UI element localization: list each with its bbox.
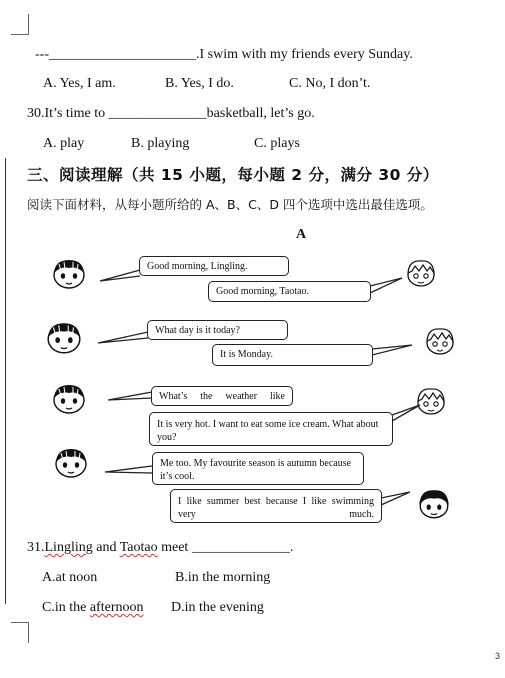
q29-option-b: B. Yes, I do. [165, 76, 234, 91]
q31-option-b: B.in the morning [175, 570, 271, 585]
speech-bubble: Good morning, Taotao. [208, 281, 371, 302]
q31-option-a: A.at noon [42, 570, 98, 585]
q31-conjunction: and [92, 540, 120, 555]
q31-option-c [42, 600, 144, 616]
section-instruction: 阅读下面材料，从每小题所给的 A、B、C、D 四个选项中选出最佳选项。 [27, 197, 433, 212]
speech-bubble: What’s the weather like [151, 386, 293, 406]
speech-bubble: Good morning, Lingling. [139, 256, 289, 276]
q29-option-a: A. Yes, I am. [43, 76, 116, 91]
speech-bubble: Me too. My favourite season is autumn because it’s cool. [152, 452, 364, 485]
q30-option-a: A. play [43, 136, 85, 151]
q30-option-c: C. plays [254, 136, 300, 151]
section-title: 三、阅读理解（共 15 小题，每小题 2 分，满分 30 分） [27, 166, 439, 184]
q29-option-c: C. No, I don’t. [289, 76, 371, 91]
q31-word-lingling: Lingling [44, 540, 93, 555]
speech-bubble: What day is it today? [147, 320, 288, 340]
q31-word-taotao: Taotao [119, 540, 158, 555]
q31-number: 31. [27, 540, 45, 555]
speech-bubble: It is very hot. I want to eat some ice cream. What about you? [149, 412, 393, 446]
speech-bubble: I like summer best because I like swimming very much. [170, 489, 382, 523]
passage-label: A [296, 227, 307, 242]
q31-option-d: D.in the evening [171, 600, 264, 615]
q30-line: 30.It’s time to ______________basketball, let’s go. [27, 106, 315, 121]
q30-option-b: B. playing [131, 136, 190, 151]
q31-stem-rest: meet ______________. [157, 540, 294, 555]
page-number: 3 [495, 651, 501, 661]
q31-option-c-prefix: C.in the [42, 600, 90, 615]
q31-option-c-word: afternoon [89, 600, 144, 615]
q31-stem [27, 540, 293, 556]
q29-line: ---_____________________.I swim with my friends every Sunday. [35, 47, 413, 62]
speech-bubble: It is Monday. [212, 344, 373, 366]
